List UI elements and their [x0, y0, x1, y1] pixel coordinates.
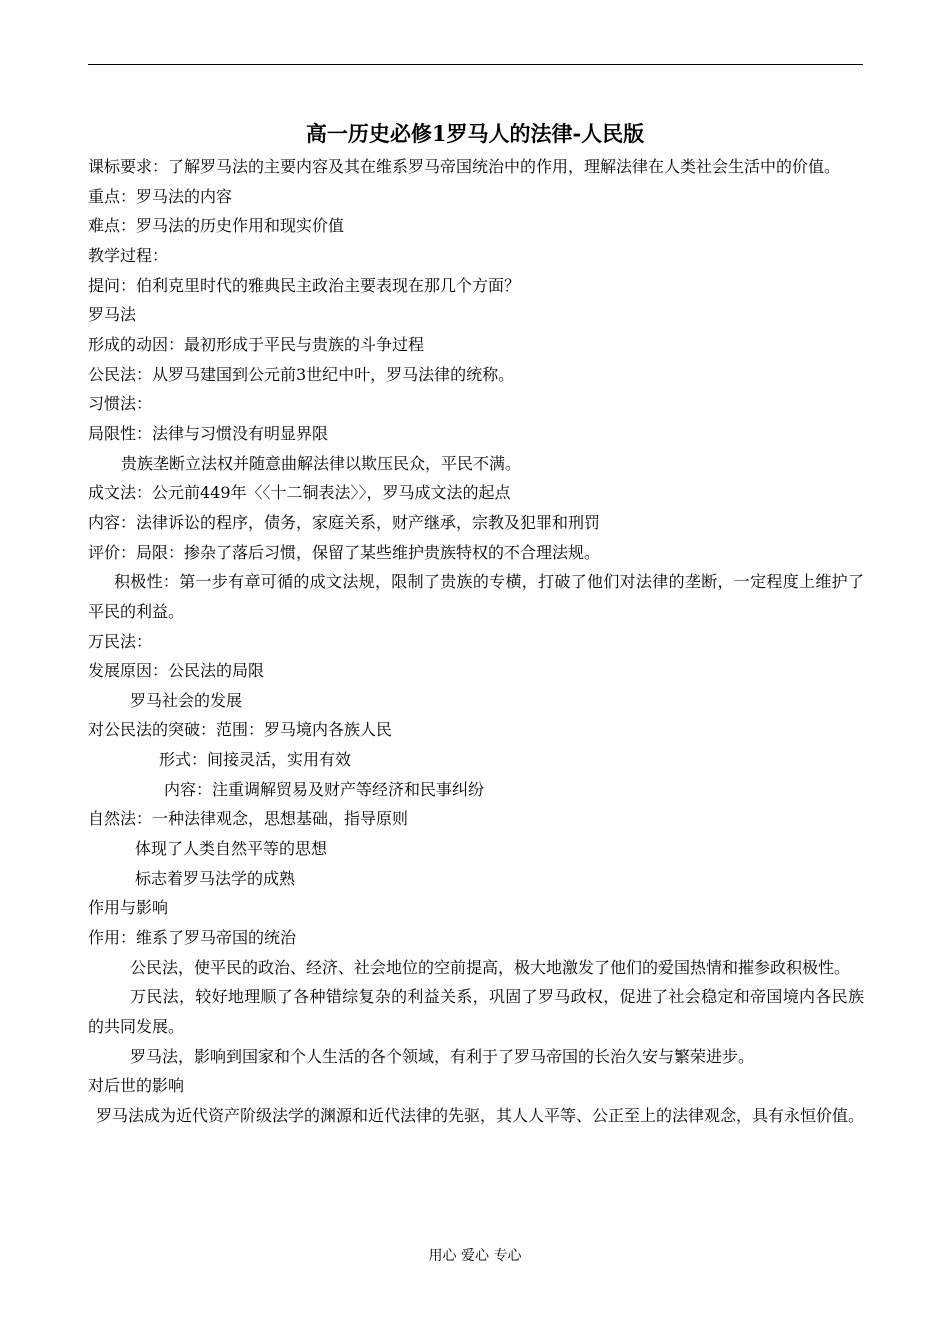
- paragraph: 标志着罗马法学的成熟: [135, 868, 296, 888]
- paragraph: 形式：间接灵活，实用有效: [159, 750, 352, 770]
- paragraph: 教学过程：: [88, 245, 169, 265]
- paragraph: 习惯法：: [88, 394, 153, 414]
- paragraph: 作用：维系了罗马帝国的统治: [88, 928, 297, 948]
- paragraph: 自然法：一种法律观念，思想基础，指导原则: [88, 809, 409, 829]
- paragraph: 对后世的影响: [88, 1076, 185, 1096]
- paragraph: 罗马社会的发展: [130, 690, 243, 710]
- paragraph: 罗马法成为近代资产阶级法学的渊源和近代法律的先驱，其人人平等、公正至上的法律观念，具有永恒价值。: [96, 1106, 865, 1125]
- paragraph: 形成的动因：最初形成于平民与贵族的斗争过程: [88, 334, 425, 354]
- paragraph: 贵族垄断立法权并随意曲解法律以欺压民众，平民不满。: [121, 453, 522, 473]
- paragraph: 公民法，使平民的政治、经济、社会地位的空前提高，极大地激发了他们的爱国热情和摧参政积极性。: [130, 957, 851, 977]
- paragraph: 罗马法，影响到国家和个人生活的各个领域，有利于了罗马帝国的长治久安与繁荣进步。: [130, 1046, 755, 1066]
- paragraph: 局限性：法律与习惯没有明显界限: [88, 423, 329, 443]
- paragraph: 评价：局限：掺杂了落后习惯，保留了某些维护贵族特权的不合理法规。: [88, 542, 601, 562]
- paragraph: 成文法：公元前449年〈〈十二铜表法〉〉，罗马成文法的起点: [88, 483, 511, 503]
- paragraph: 万民法，较好地理顺了各种错综复杂的利益关系，巩固了罗马政权，促进了社会稳定和帝国境内各民族的共同发展。: [88, 987, 864, 1037]
- paragraph: 难点：罗马法的历史作用和现实价值: [88, 216, 345, 236]
- page-title: 高一历史必修1罗马人的法律-人民版: [305, 121, 645, 146]
- paragraph: 对公民法的突破：范围：罗马境内各族人民: [88, 720, 393, 740]
- paragraph: 万民法：: [88, 631, 153, 651]
- paragraph: 重点：罗马法的内容: [88, 186, 233, 206]
- header-rule: [88, 64, 863, 65]
- paragraph: 发展原因：公民法的局限: [88, 661, 265, 681]
- paragraph: 积极性：第一步有章可循的成文法规，限制了贵族的专横，打破了他们对法律的垄断，一定程度上维护了平民的利益。: [88, 572, 864, 621]
- paragraph: 作用与影响: [88, 898, 169, 918]
- page-footer: 用心 爱心 专心: [428, 1248, 522, 1264]
- paragraph: 罗马法: [88, 305, 137, 325]
- paragraph: 公民法：从罗马建国到公元前3世纪中叶，罗马法律的统称。: [88, 364, 515, 384]
- paragraph: 内容：注重调解贸易及财产等经济和民事纠纷: [164, 779, 485, 799]
- document-body: [88, 152, 864, 1131]
- paragraph: 体现了人类自然平等的思想: [135, 839, 328, 859]
- paragraph: 课标要求：了解罗马法的主要内容及其在维系罗马帝国统治中的作用，理解法律在人类社会生活中的价值。: [88, 157, 841, 176]
- paragraph: 内容：法律诉讼的程序，债务，家庭关系，财产继承，宗教及犯罪和刑罚: [88, 512, 601, 532]
- paragraph: 提问：伯利克里时代的雅典民主政治主要表现在那几个方面？: [88, 275, 521, 295]
